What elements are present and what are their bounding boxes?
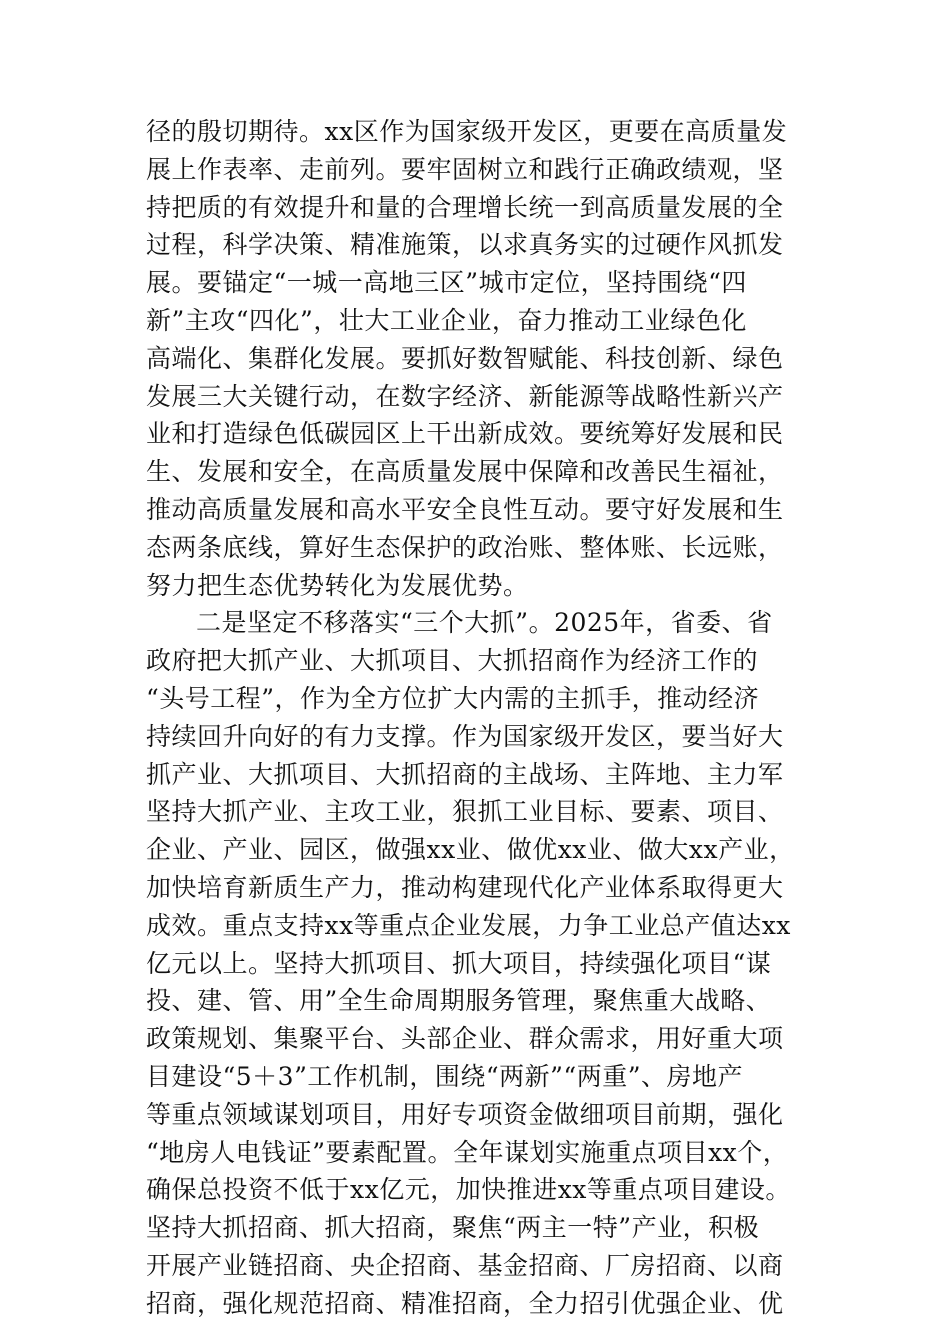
- text-line: 径的殷切期待。xx区作为国家级开发区，更要在高质量发: [146, 117, 788, 146]
- text-line: 政策规划、集聚平台、头部企业、群众需求，用好重大项: [146, 1024, 784, 1054]
- paragraph-start-line: 二是坚定不移落实“三个大抓”。2025年，省委、省: [196, 608, 773, 638]
- text-line: 政府把大抓产业、大抓项目、大抓招商作为经济工作的: [146, 646, 759, 676]
- text-line: 推动高质量发展和高水平安全良性互动。要守好发展和生: [146, 494, 784, 524]
- text-line: 态两条底线，算好生态保护的政治账、整体账、长远账，: [146, 532, 784, 562]
- text-line: 坚持大抓招商、抓大招商，聚焦“两主一特”产业，积极: [146, 1213, 760, 1243]
- text-line: 开展产业链招商、央企招商、基金招商、厂房招商、以商: [146, 1250, 784, 1280]
- text-line: 展上作表率、走前列。要牢固树立和践行正确政绩观，坚: [146, 154, 784, 184]
- text-line: 努力把生态优势转化为发展优势。: [146, 570, 529, 600]
- text-line: 过程，科学决策、精准施策，以求真务实的过硬作风抓发: [146, 230, 784, 260]
- text-line: 确保总投资不低于xx亿元，加快推进xx等重点项目建设。: [146, 1175, 791, 1205]
- text-line: 投、建、管、用”全生命周期服务管理，聚焦重大战略、: [146, 986, 772, 1016]
- text-line: 成效。重点支持xx等重点企业发展，力争工业总产值达xx: [146, 910, 791, 940]
- text-line: 加快培育新质生产力，推动构建现代化产业体系取得更大: [146, 872, 784, 902]
- body-text: [146, 113, 836, 1323]
- text-line: 发展三大关键行动，在数字经济、新能源等战略性新兴产: [146, 381, 784, 411]
- text-line: 亿元以上。坚持大抓项目、抓大项目，持续强化项目“谋: [146, 948, 772, 978]
- text-line: “头号工程”，作为全方位扩大内需的主抓手，推动经济: [146, 683, 760, 713]
- text-line: 坚持大抓产业、主攻工业，狠抓工业目标、要素、项目、: [146, 797, 784, 827]
- text-line: 等重点领域谋划项目，用好专项资金做细项目前期，强化: [146, 1099, 784, 1129]
- text-line: 目建设“5＋3”工作机制，围绕“两新”“两重”、房地产: [146, 1061, 743, 1091]
- text-line: 业和打造绿色低碳园区上干出新成效。要统筹好发展和民: [146, 419, 784, 449]
- text-line: “地房人电钱证”要素配置。全年谋划实施重点项目xx个，: [146, 1137, 789, 1167]
- text-line: 持把质的有效提升和量的合理增长统一到高质量发展的全: [146, 192, 784, 222]
- text-line: 新”主攻“四化”，壮大工业企业，奋力推动工业绿色化: [146, 305, 747, 335]
- text-line: 生、发展和安全，在高质量发展中保障和改善民生福祉，: [146, 457, 784, 487]
- text-line: 持续回升向好的有力支撑。作为国家级开发区，要当好大: [146, 721, 784, 751]
- text-line: 招商，强化规范招商、精准招商，全力招引优强企业、优: [146, 1288, 784, 1318]
- text-line: 企业、产业、园区，做强xx业、做优xx业、做大xx产业，: [146, 835, 795, 865]
- text-line: 高端化、集群化发展。要抓好数智赋能、科技创新、绿色: [146, 343, 784, 373]
- text-line: 抓产业、大抓项目、大抓招商的主战场、主阵地、主力军: [146, 759, 784, 789]
- text-line: 展。要锚定“一城一高地三区”城市定位，坚持围绕“四: [146, 268, 747, 298]
